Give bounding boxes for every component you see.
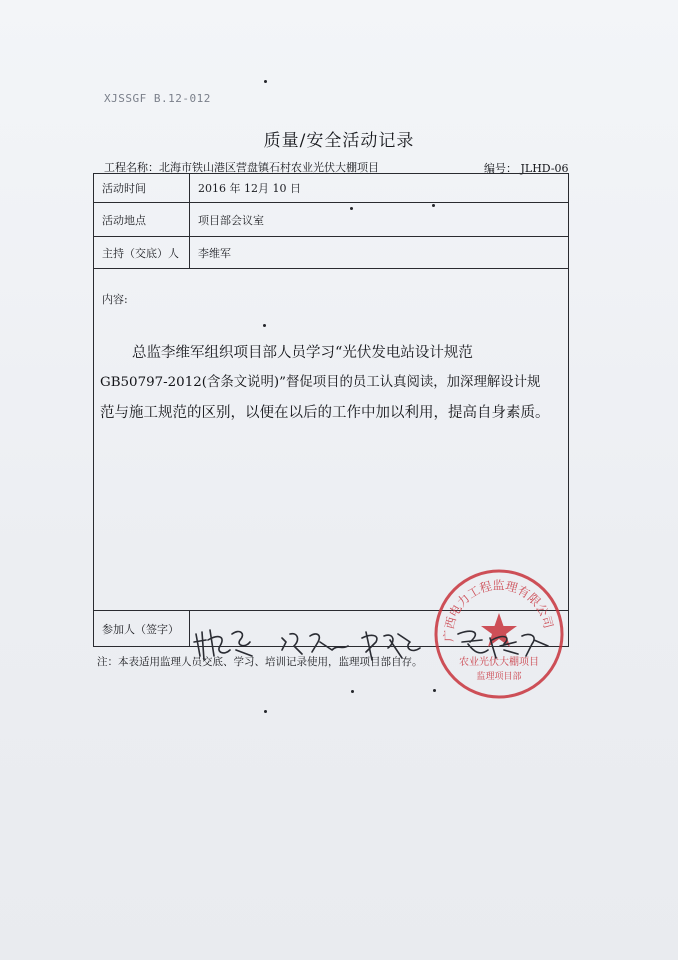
content-line: 范与施工规范的区别，以便在以后的工作中加以利用，提高自身素质。 — [100, 405, 550, 421]
content-line: 总监李维军组织项目部人员学习“光伏发电站设计规范 — [132, 345, 473, 361]
table-row-host — [94, 237, 568, 269]
seal-inner-line2: 监理项目部 — [476, 672, 522, 682]
table-row-time — [94, 174, 568, 203]
seal-arc-text: 广西电力工程监理有限公司 — [441, 578, 556, 642]
serial-label: 编号： — [484, 162, 517, 175]
table-row-place — [94, 203, 568, 237]
speck — [264, 710, 267, 713]
footnote: 注：本表适用监理人员交底、学习、培训记录使用，监理项目部自存。 — [97, 656, 423, 668]
speck — [263, 324, 266, 327]
project-name: 北海市铁山港区营盘镇石村农业光伏大棚项目 — [159, 161, 379, 174]
content-body — [100, 338, 568, 428]
time-label: 活动时间 — [94, 174, 190, 202]
content-line: GB50797-2012(含条文说明)”督促项目的员工认真阅读，加深理解设计规 — [100, 375, 541, 390]
seal-inner-line1: 农业光伏大棚项目 — [459, 657, 539, 668]
speck — [350, 207, 353, 210]
signature-2 — [282, 634, 348, 654]
participants-label: 参加人（签字） — [94, 611, 190, 646]
speck — [433, 689, 436, 692]
host-value: 李维军 — [198, 246, 231, 260]
speck — [432, 204, 435, 207]
content-label: 内容: — [102, 293, 128, 306]
speck — [264, 80, 267, 83]
place-value: 项目部会议室 — [198, 213, 264, 227]
document-code: XJSSGF B.12-012 — [104, 92, 211, 105]
speck — [351, 690, 354, 693]
project-label: 工程名称： — [104, 161, 159, 174]
serial-value: JLHD-06 — [520, 162, 569, 175]
page-title: 质量/安全活动记录 — [263, 131, 415, 151]
signature-4 — [458, 631, 548, 658]
place-label: 活动地点 — [94, 203, 190, 236]
content-section — [94, 269, 568, 611]
time-value: 2016 年 12月 10 日 — [198, 182, 301, 195]
host-label: 主持（交底）人 — [94, 237, 190, 268]
